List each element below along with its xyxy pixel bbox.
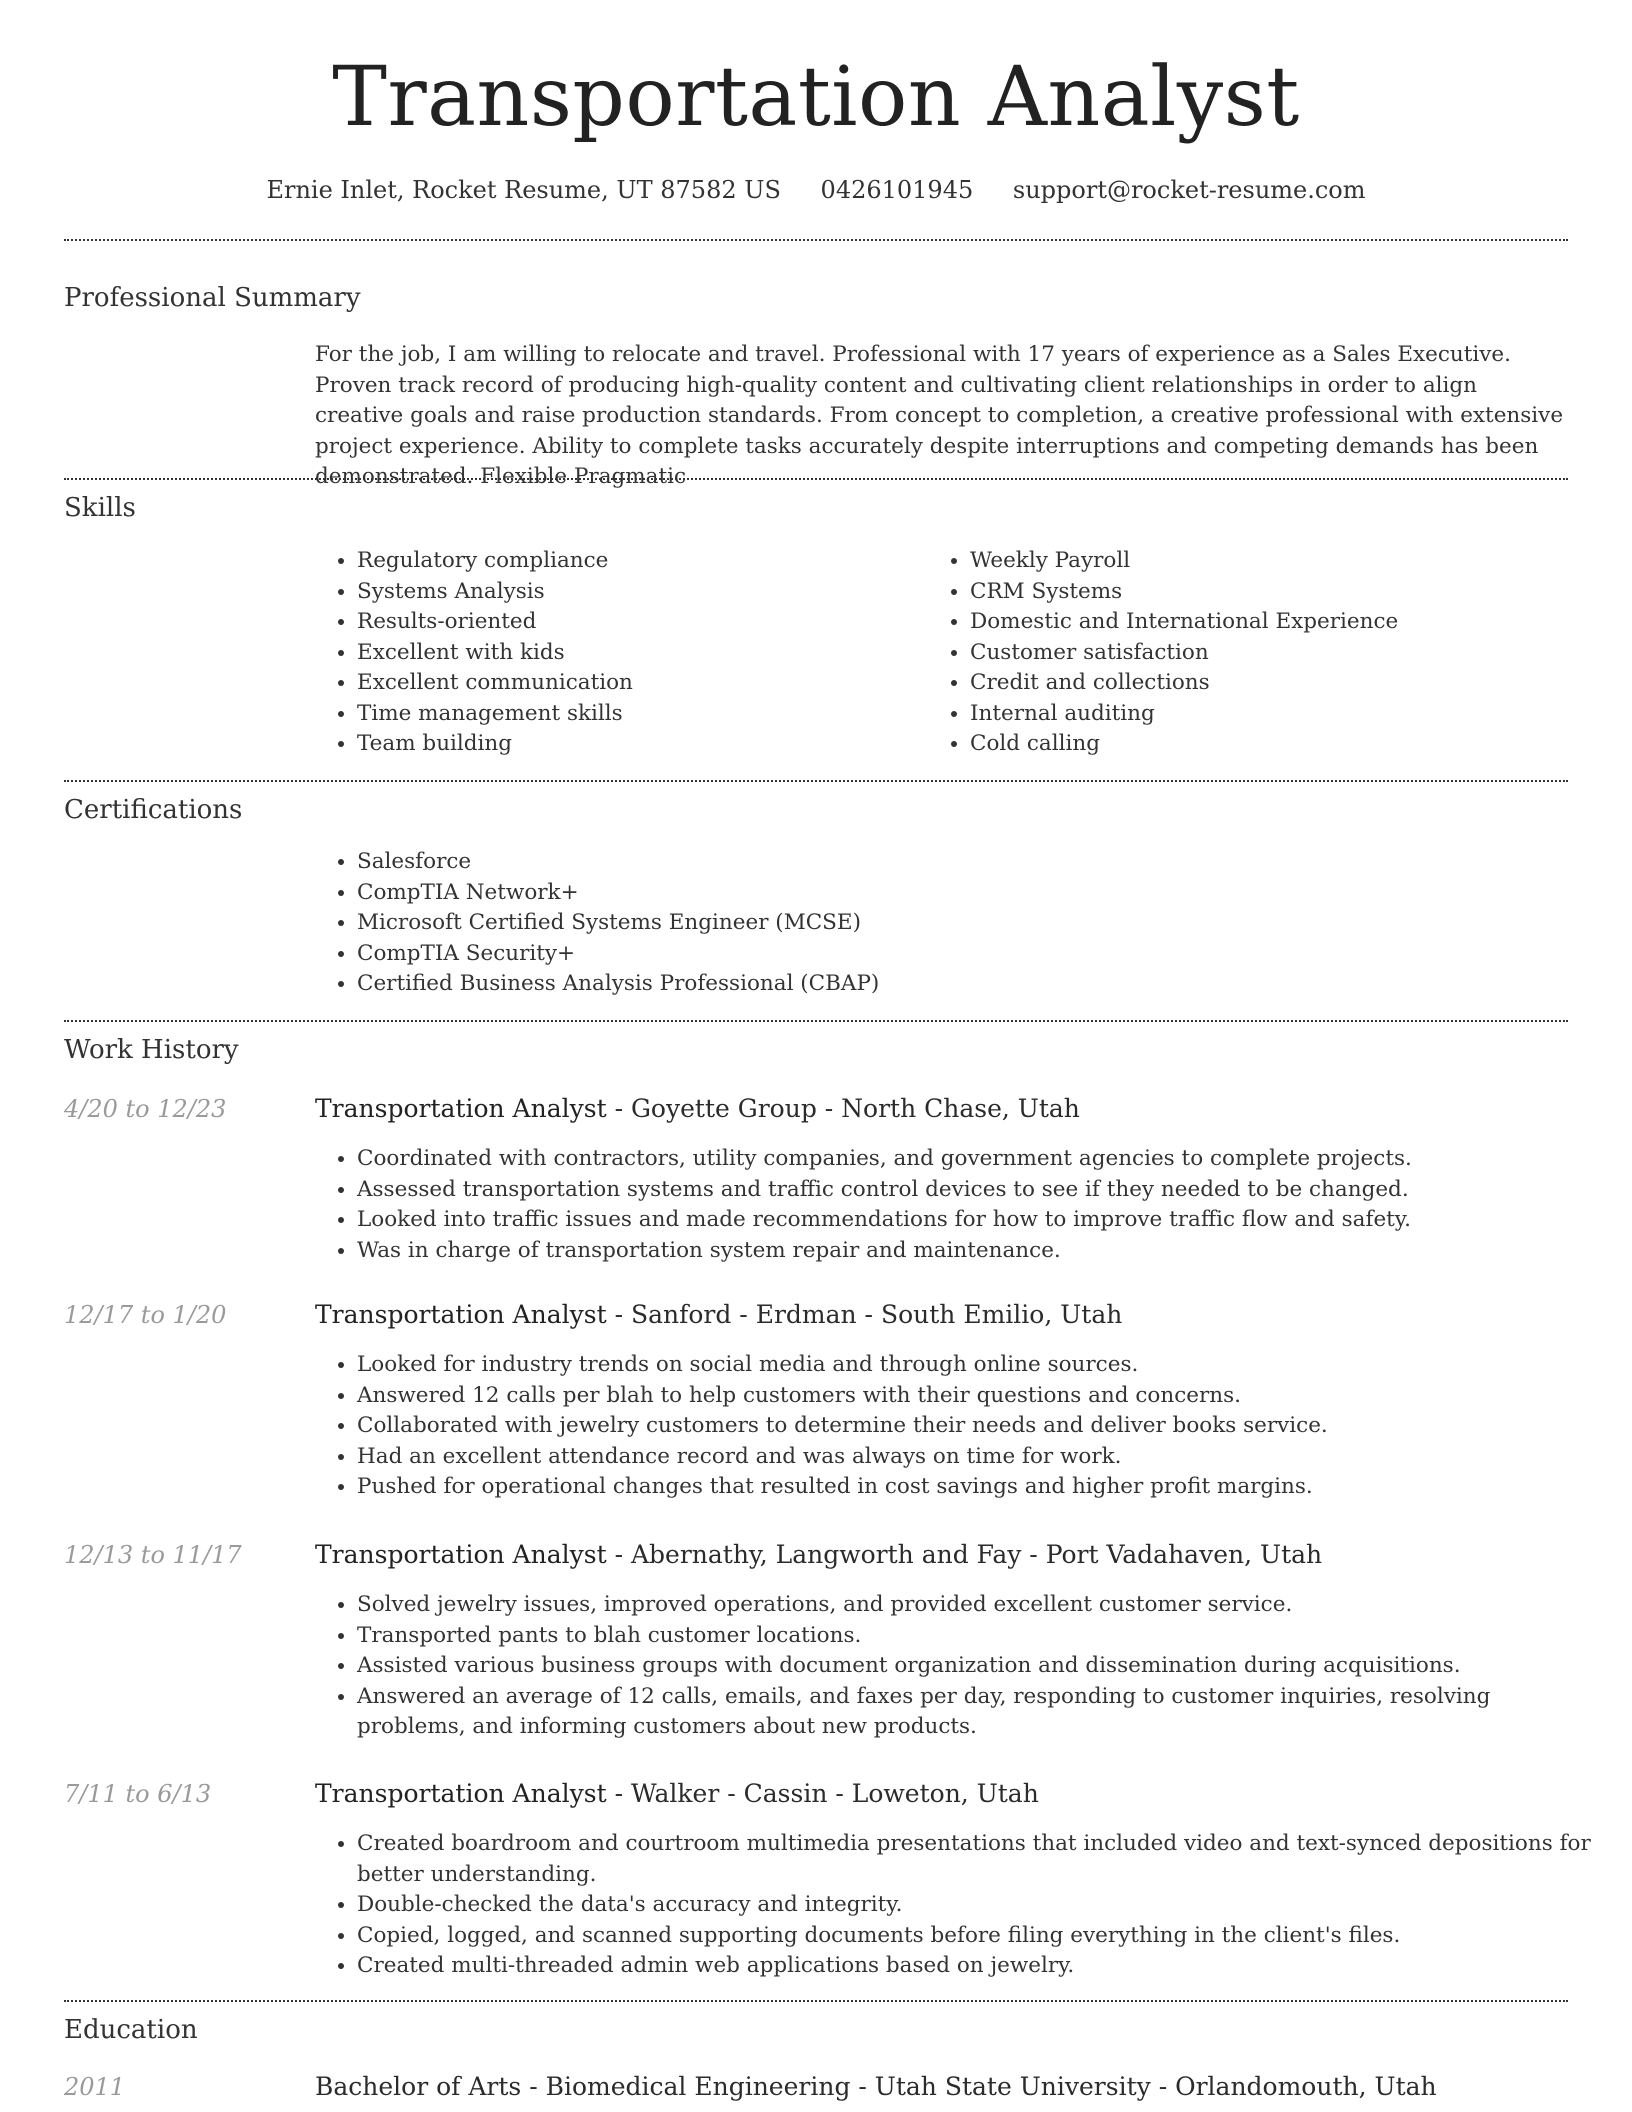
skills-list-left — [313, 546, 917, 760]
job-bullets — [313, 1590, 1597, 1743]
skill-item: • Cold calling — [970, 729, 1590, 760]
contact-address: Ernie Inlet, Rocket Resume, UT 87582 US — [266, 176, 781, 204]
skills-list-right — [926, 546, 1590, 760]
job-bullet: • Pushed for operational changes that resulted in cost savings and higher profit margins. — [357, 1472, 1597, 1503]
skill-item: • Internal auditing — [970, 699, 1590, 730]
job-bullet: • Answered 12 calls per blah to help customers with their questions and concerns. — [357, 1381, 1597, 1412]
job-bullet: • Created multi-threaded admin web applications based on jewelry. — [357, 1951, 1597, 1982]
certification-item: • CompTIA Security+ — [357, 939, 1557, 970]
job-title — [315, 1298, 1122, 1332]
summary-text: For the job, I am willing to relocate and travel. Professional with 17 years of experience as a Sales Executive. Proven track record of producing high-quality content and cultivating client relationships in order to align creative goals and raise production standards. From concept to completion, a creative professional with extensive project experience. Ability to complete tasks accurately despite interruptions and competing demands has been demonstrated. Flexible Pragmatic — [315, 342, 1564, 489]
divider — [64, 780, 1568, 782]
job-bullet: • Double-checked the data's accuracy and integrity. — [357, 1890, 1597, 1921]
summary-heading: Professional Summary — [64, 283, 361, 313]
education-year: 2011 — [64, 2073, 126, 2101]
skill-item: • Excellent communication — [357, 668, 917, 699]
skill-item: • Excellent with kids — [357, 638, 917, 669]
job-title — [315, 1092, 1080, 1126]
resume-title: Transportation Analyst — [332, 50, 1300, 145]
job-bullets — [313, 1350, 1597, 1503]
job-bullet: • Looked into traffic issues and made recommendations for how to improve traffic flow and safety. — [357, 1205, 1597, 1236]
education-heading: Education — [64, 2015, 198, 2045]
contact-line — [0, 170, 1632, 210]
divider — [64, 478, 1568, 480]
work-history-heading: Work History — [64, 1035, 239, 1065]
job-bullet: • Coordinated with contractors, utility companies, and government agencies to complete projects. — [357, 1144, 1597, 1175]
job-bullet: • Assisted various business groups with document organization and dissemination during acquisitions. — [357, 1651, 1597, 1682]
job-bullet: • Collaborated with jewelry customers to determine their needs and deliver books service. — [357, 1411, 1597, 1442]
divider — [64, 1020, 1568, 1022]
job-employer: - Walker - Cassin - Loweton, Utah — [606, 1779, 1039, 1808]
job-position: Transportation Analyst — [315, 1300, 607, 1329]
skill-item: • Regulatory compliance — [357, 546, 917, 577]
skill-item: • Customer satisfaction — [970, 638, 1590, 669]
skill-item: • Domestic and International Experience — [970, 607, 1590, 638]
job-dates: 4/20 to 12/23 — [64, 1095, 227, 1123]
job-bullet: • Copied, logged, and scanned supporting documents before filing everything in the client's files. — [357, 1921, 1597, 1952]
job-bullets — [313, 1144, 1597, 1266]
job-bullet: • Answered an average of 12 calls, emails, and faxes per day, responding to customer inquiries, resolving problems, and informing customers about new products. — [357, 1682, 1597, 1743]
skill-item: • Weekly Payroll — [970, 546, 1590, 577]
job-bullet: • Assessed transportation systems and traffic control devices to see if they needed to be changed. — [357, 1175, 1597, 1206]
job-employer: - Sanford - Erdman - South Emilio, Utah — [606, 1300, 1123, 1329]
job-bullet: • Created boardroom and courtroom multimedia presentations that included video and text-synced depositions for better understanding. — [357, 1829, 1597, 1890]
certification-item: • Certified Business Analysis Professional (CBAP) — [357, 969, 1557, 1000]
certifications-heading: Certifications — [64, 795, 243, 825]
contact-phone: 0426101945 — [820, 176, 974, 204]
certification-item: • CompTIA Network+ — [357, 878, 1557, 909]
contact-email[interactable]: support@rocket-resume.com — [1012, 176, 1366, 204]
skills-heading: Skills — [64, 493, 136, 523]
skill-item: • Credit and collections — [970, 668, 1590, 699]
certification-item: • Microsoft Certified Systems Engineer (MCSE) — [357, 908, 1557, 939]
job-bullet: • Had an excellent attendance record and was always on time for work. — [357, 1442, 1597, 1473]
job-bullets — [313, 1829, 1597, 1982]
job-dates: 7/11 to 6/13 — [64, 1780, 212, 1808]
skill-item: • Systems Analysis — [357, 577, 917, 608]
job-bullet: • Looked for industry trends on social media and through online sources. — [357, 1350, 1597, 1381]
skill-item: • Time management skills — [357, 699, 917, 730]
job-position: Transportation Analyst — [315, 1779, 607, 1808]
job-dates: 12/17 to 1/20 — [64, 1301, 227, 1329]
job-position: Transportation Analyst — [315, 1094, 607, 1123]
job-bullet: • Was in charge of transportation system repair and maintenance. — [357, 1236, 1597, 1267]
job-title — [315, 1538, 1322, 1572]
job-bullet: • Solved jewelry issues, improved operations, and provided excellent customer service. — [357, 1590, 1597, 1621]
job-position: Transportation Analyst — [315, 1540, 607, 1569]
skill-item: • Results-oriented — [357, 607, 917, 638]
skill-item: • CRM Systems — [970, 577, 1590, 608]
job-bullet: • Transported pants to blah customer locations. — [357, 1621, 1597, 1652]
job-employer: - Abernathy, Langworth and Fay - Port Vadahaven, Utah — [606, 1540, 1323, 1569]
job-dates: 12/13 to 11/17 — [64, 1541, 242, 1569]
education-degree: Bachelor of Arts - Biomedical Engineering - Utah State University - Orlandomouth, Utah — [315, 2072, 1437, 2101]
certification-item: • Salesforce — [357, 847, 1557, 878]
certifications-list — [313, 847, 1557, 1000]
divider — [64, 239, 1568, 241]
divider — [64, 2000, 1568, 2002]
job-employer: - Goyette Group - North Chase, Utah — [606, 1094, 1080, 1123]
job-title — [315, 1777, 1039, 1811]
skill-item: • Team building — [357, 729, 917, 760]
